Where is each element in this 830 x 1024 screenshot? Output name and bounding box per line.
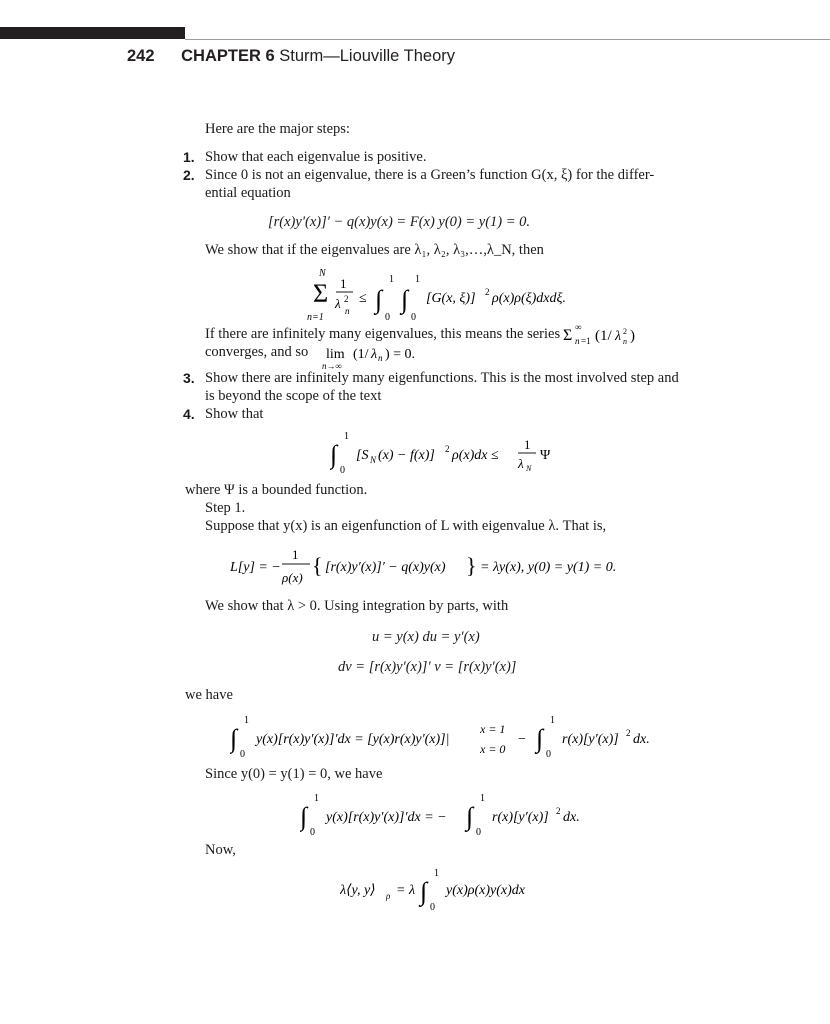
svg-text:= λ: = λ [396,883,416,898]
svg-text:ρ(x)ρ(ξ)dxdξ.: ρ(x)ρ(ξ)dxdξ. [492,291,567,306]
svg-text:y(x)[r(x)y′(x)]′dx = [y(x)r(x): y(x)[r(x)y′(x)]′dx = [y(x)r(x)y′(x)]| [256,732,450,747]
svg-text:λ⟨y, y⟩: λ⟨y, y⟩ [340,883,376,898]
svg-text:0: 0 [546,749,551,760]
step-text: is beyond the scope of the text [205,388,382,404]
svg-text:−: − [518,732,526,747]
svg-text:lim: lim [326,347,345,362]
svg-text:2: 2 [556,806,561,816]
svg-text:{: { [312,553,323,578]
intro-text: Here are the major steps: [205,121,350,137]
svg-text:1: 1 [292,547,299,562]
svg-text:[G(x, ξ)]: [G(x, ξ)] [426,291,476,306]
step-number: 2. [183,167,195,183]
svg-text:λ: λ [371,347,378,362]
svg-text:2: 2 [344,294,349,304]
svg-text:=1: =1 [581,336,591,346]
step-text: Show that each eigenvalue is positive. [205,149,427,165]
svg-text:1: 1 [415,274,420,285]
equation-dv: dv = [r(x)y′(x)]′ v = [r(x)y′(x)] [338,659,517,675]
svg-text:N: N [319,268,326,279]
svg-text:1: 1 [434,868,439,879]
equation-sum [305,266,605,326]
we-have-text: we have [185,687,233,703]
svg-text:): ) [630,328,635,344]
header-rule [185,39,830,40]
svg-text:L[y] = −: L[y] = − [230,560,281,575]
svg-text:2: 2 [445,444,450,454]
step-text: ential equation [205,185,291,201]
svg-text:n: n [345,306,350,316]
svg-text:Σ: Σ [563,327,573,344]
svg-text:2: 2 [623,327,627,336]
svg-text:0: 0 [411,312,416,323]
svg-text:) = 0.: ) = 0. [385,347,416,362]
svg-text:r(x)[y′(x)]: r(x)[y′(x)] [492,810,549,825]
svg-text:∫: ∫ [420,877,428,906]
svg-text:1: 1 [344,431,349,442]
svg-text:(x) − f(x)]: (x) − f(x)] [378,448,435,463]
running-header [127,47,455,66]
svg-text:∫: ∫ [230,724,238,753]
svg-text:1: 1 [314,793,319,804]
svg-text:ρ(x): ρ(x) [282,570,303,585]
equation-parts [230,707,670,763]
svg-text:2: 2 [626,728,631,738]
step-text: Show that [205,406,264,422]
converge-text: converges, and so [205,344,309,360]
svg-text:≤: ≤ [359,291,367,306]
svg-text:n→∞: n→∞ [322,361,342,371]
where-text: where Ψ is a bounded function. [185,482,368,498]
equation-inner-product [340,866,560,918]
svg-text:0: 0 [476,827,481,838]
svg-text:λ: λ [335,296,341,311]
svg-text:ρ: ρ [386,891,391,901]
svg-text:1: 1 [340,276,347,291]
svg-text:0: 0 [430,902,435,913]
step-text: Since 0 is not an eigenvalue, there is a Green’s function G(x, ξ) for the differ- [205,167,655,183]
svg-text:λ: λ [518,456,524,471]
svg-text:ρ(x)dx ≤: ρ(x)dx ≤ [452,448,499,463]
svg-text:x = 1: x = 1 [480,722,506,736]
equation-green: [r(x)y′(x)]′ − q(x)y(x) = F(x) y(0) = y(1) = 0. [268,214,531,230]
svg-text:N: N [526,464,532,473]
header-bar [0,27,185,39]
page-number: 242 [127,47,155,65]
limit-expression [322,338,442,372]
equation-operator [230,542,660,592]
svg-text:(1/: (1/ [595,328,612,344]
show-positive-text: We show that λ > 0. Using integration by parts, with [205,598,509,614]
equation-result [300,787,600,839]
step-number: 4. [183,406,195,422]
svg-text:2: 2 [485,287,490,297]
infinite-text: If there are infinitely many eigenvalues, this means the series [205,326,561,342]
svg-text:0: 0 [310,827,315,838]
step1-label: Step 1. [205,500,246,516]
svg-text:[r(x)y′(x)]′ − q(x)y(x): [r(x)y′(x)]′ − q(x)y(x) [325,560,446,575]
svg-text:1: 1 [480,793,485,804]
step-number: 1. [183,149,195,165]
svg-text:}: } [466,553,477,578]
svg-text:∫: ∫ [300,802,308,831]
series-expression [563,320,673,350]
now-text: Now, [205,842,236,858]
chapter-label: CHAPTER 6 [181,47,275,65]
equation-bound [330,425,570,477]
svg-text:∫: ∫ [401,285,409,314]
suppose-text: Suppose that y(x) is an eigenfunction of L with eigenvalue λ. That is, [205,518,607,534]
svg-text:1: 1 [550,715,555,726]
svg-text:∫: ∫ [330,440,338,469]
svg-text:∫: ∫ [536,724,544,753]
svg-text:1: 1 [389,274,394,285]
svg-text:Ψ: Ψ [540,448,551,463]
svg-text:0: 0 [340,465,345,476]
eigen-statement: We show that if the eigenvalues are λ₁, λ₂, λ₃,…,λ_N, then [205,242,544,258]
step-number: 3. [183,370,195,386]
svg-text:0: 0 [385,312,390,323]
svg-text:n: n [623,337,627,346]
svg-text:y(x)[r(x)y′(x)]′dx = −: y(x)[r(x)y′(x)]′dx = − [326,810,447,825]
svg-text:n: n [575,336,580,346]
svg-text:0: 0 [240,749,245,760]
since-text: Since y(0) = y(1) = 0, we have [205,766,383,782]
svg-text:1: 1 [524,437,531,452]
svg-text:λ: λ [615,329,622,344]
svg-text:1: 1 [244,715,249,726]
svg-text:∞: ∞ [575,322,582,332]
svg-text:dx.: dx. [563,810,580,825]
equation-u: u = y(x) du = y′(x) [372,629,480,645]
svg-text:N: N [370,455,377,465]
chapter-title: Sturm—Liouville Theory [279,47,455,65]
svg-text:x = 0: x = 0 [480,742,506,756]
svg-text:= λy(x), y(0) = y(1) = 0.: = λy(x), y(0) = y(1) = 0. [480,560,617,575]
svg-text:∫: ∫ [375,285,383,314]
svg-text:[S: [S [356,448,369,463]
svg-text:Σ: Σ [313,279,329,308]
svg-text:r(x)[y′(x)]: r(x)[y′(x)] [562,732,619,747]
svg-text:∫: ∫ [466,802,474,831]
svg-text:n=1: n=1 [307,312,324,323]
svg-text:(1/: (1/ [353,347,369,362]
step-text: Show there are infinitely many eigenfunctions. This is the most involved step and [205,370,679,386]
svg-text:y(x)ρ(x)y(x)dx: y(x)ρ(x)y(x)dx [446,883,525,898]
svg-text:dx.: dx. [633,732,650,747]
svg-text:n: n [378,353,383,363]
